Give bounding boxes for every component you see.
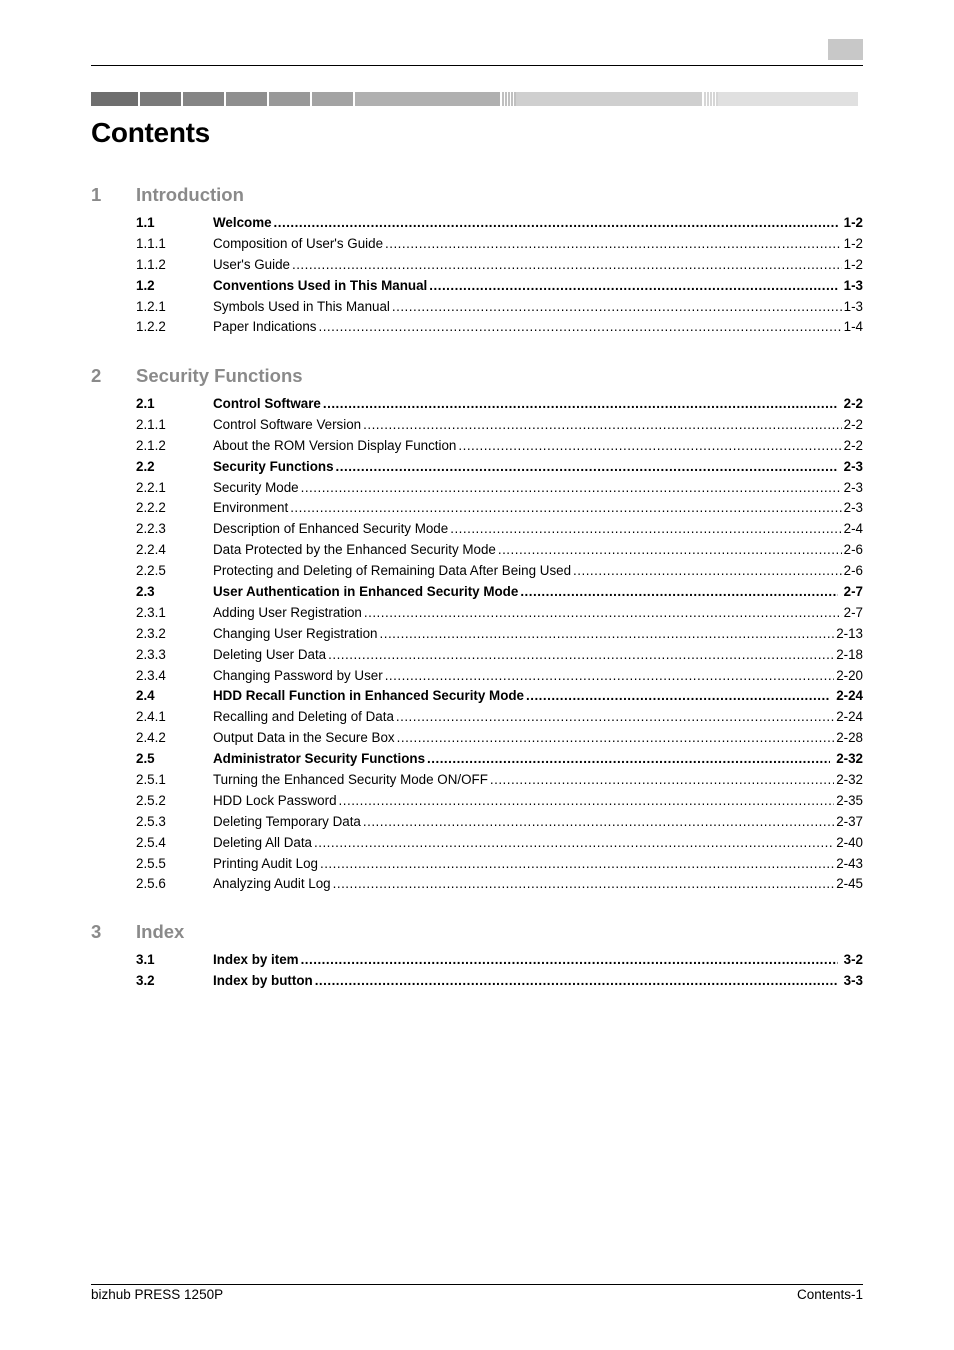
toc-entry[interactable] bbox=[91, 854, 863, 875]
toc-entry[interactable] bbox=[91, 874, 863, 895]
toc-entry-number: 2.4 bbox=[136, 688, 155, 704]
toc-entry-page: 2-40 bbox=[836, 834, 863, 850]
chapter-section bbox=[91, 365, 863, 895]
toc-entry-number: 2.2.1 bbox=[136, 479, 166, 495]
toc-entry-title: Analyzing Audit Log bbox=[213, 876, 331, 892]
toc-dot-leader bbox=[301, 950, 838, 971]
toc-entry-page: 2-24 bbox=[836, 688, 863, 704]
toc-entry-page: 1-2 bbox=[843, 256, 863, 272]
toc-dot-leader bbox=[392, 297, 842, 318]
toc-dot-leader bbox=[292, 255, 842, 276]
toc-entry-title: Output Data in the Secure Box bbox=[213, 730, 395, 746]
chapter-number: 2 bbox=[91, 365, 102, 386]
toc-entry-number: 1.1.1 bbox=[136, 235, 166, 251]
chapter-heading[interactable] bbox=[91, 365, 863, 391]
toc-entry-title: Deleting User Data bbox=[213, 646, 327, 662]
toc-entry-number: 2.3.4 bbox=[136, 667, 166, 683]
toc-entry-title: Index by button bbox=[213, 972, 313, 988]
toc-entry-number: 2.2.5 bbox=[136, 563, 166, 579]
toc-entry-title: Recalling and Deleting of Data bbox=[213, 709, 394, 725]
toc-entry-number: 2.5.1 bbox=[136, 772, 166, 788]
toc-entry-page: 2-7 bbox=[843, 604, 863, 620]
toc-entry-page: 1-2 bbox=[843, 235, 863, 251]
decorative-gradient-bar bbox=[91, 92, 863, 106]
toc-entry-page: 2-13 bbox=[836, 625, 863, 641]
chapter-heading[interactable] bbox=[91, 184, 863, 210]
toc-entry-title: Composition of User's Guide bbox=[213, 235, 384, 251]
toc-entry-page: 2-20 bbox=[836, 667, 863, 683]
toc-entry-title: Changing Password by User bbox=[213, 667, 383, 683]
chapter-section bbox=[91, 184, 863, 338]
toc-dot-leader bbox=[380, 624, 835, 645]
toc-entry-page: 2-6 bbox=[843, 542, 863, 558]
toc-entry-page: 2-2 bbox=[843, 416, 863, 432]
toc-dot-leader bbox=[526, 686, 830, 707]
toc-dot-leader bbox=[318, 317, 841, 338]
toc-entry-page: 2-3 bbox=[843, 500, 863, 516]
toc-entry-title: HDD Lock Password bbox=[213, 792, 337, 808]
toc-entry-number: 2.1.1 bbox=[136, 416, 166, 432]
toc-entry[interactable] bbox=[91, 213, 863, 234]
toc-entry[interactable] bbox=[91, 540, 863, 561]
toc-entry-title: Paper Indications bbox=[213, 319, 317, 335]
toc-entry-title: Control Software bbox=[213, 396, 321, 411]
toc-entry-page: 2-43 bbox=[836, 855, 863, 871]
toc-entry-title: Administrator Security Functions bbox=[213, 751, 426, 767]
toc-entry-title: Adding User Registration bbox=[213, 604, 362, 620]
toc-entry-title: User's Guide bbox=[213, 256, 290, 272]
toc-entry-title: Conventions Used in This Manual bbox=[213, 277, 428, 293]
toc-entry[interactable] bbox=[91, 582, 863, 603]
toc-entry-number: 2.5.6 bbox=[136, 876, 166, 892]
toc-entry[interactable] bbox=[91, 276, 863, 297]
toc-entry[interactable] bbox=[91, 415, 863, 436]
toc-entry-title: Description of Enhanced Security Mode bbox=[213, 521, 449, 537]
toc-entry-page: 2-2 bbox=[843, 437, 863, 453]
toc-dot-leader bbox=[450, 519, 841, 540]
toc-entry[interactable] bbox=[91, 436, 863, 457]
toc-entry[interactable] bbox=[91, 749, 863, 770]
toc-entry[interactable] bbox=[91, 394, 863, 415]
toc-dot-leader bbox=[397, 728, 835, 749]
toc-entry[interactable] bbox=[91, 950, 863, 971]
toc-dot-leader bbox=[573, 561, 842, 582]
header-page-tab bbox=[828, 39, 863, 60]
toc-dot-leader bbox=[320, 854, 834, 875]
toc-entry-number: 2.4.2 bbox=[136, 730, 166, 746]
toc-entry-page: 2-24 bbox=[836, 709, 863, 725]
toc-entry-page: 2-7 bbox=[843, 584, 863, 600]
toc-entry-number: 2.4.1 bbox=[136, 709, 166, 725]
toc-entry[interactable] bbox=[91, 812, 863, 833]
toc-entry-page: 2-28 bbox=[836, 730, 863, 746]
toc-entry-number: 2.2.4 bbox=[136, 542, 166, 558]
toc-entry-page: 2-37 bbox=[836, 813, 863, 829]
toc-dot-leader bbox=[498, 540, 842, 561]
toc-entry-title: Index by item bbox=[213, 952, 299, 967]
toc-entry-number: 1.1 bbox=[136, 215, 155, 230]
chapter-section bbox=[91, 921, 863, 992]
toc-entry-number: 3.2 bbox=[136, 972, 155, 988]
toc-dot-leader bbox=[336, 457, 838, 478]
toc-entry-title: Welcome bbox=[213, 215, 272, 230]
toc-entry[interactable] bbox=[91, 561, 863, 582]
toc-entry[interactable] bbox=[91, 457, 863, 478]
toc-entry-title: Changing User Registration bbox=[213, 625, 378, 641]
toc-entry-number: 1.2.1 bbox=[136, 298, 166, 314]
toc-entry-number: 2.3.1 bbox=[136, 604, 166, 620]
footer-page-number: Contents-1 bbox=[796, 1287, 863, 1302]
toc-entry[interactable] bbox=[91, 478, 863, 499]
toc-entry-number: 2.2.2 bbox=[136, 500, 166, 516]
toc-entry-number: 1.1.2 bbox=[136, 256, 166, 272]
toc-entry-number: 1.2 bbox=[136, 277, 155, 293]
toc-entry-number: 2.2 bbox=[136, 458, 155, 474]
chapter-title: Introduction bbox=[136, 184, 244, 205]
toc-dot-leader bbox=[339, 791, 835, 812]
toc-entry[interactable] bbox=[91, 255, 863, 276]
chapter-heading[interactable] bbox=[91, 921, 863, 947]
toc-entry[interactable] bbox=[91, 519, 863, 540]
toc-entry[interactable] bbox=[91, 234, 863, 255]
toc-entry[interactable] bbox=[91, 791, 863, 812]
toc-dot-leader bbox=[385, 234, 842, 255]
toc-entry-page: 3-2 bbox=[843, 952, 863, 967]
chapter-number: 3 bbox=[91, 921, 102, 942]
toc-dot-leader bbox=[301, 478, 842, 499]
toc-dot-leader bbox=[315, 971, 838, 992]
toc-entry-number: 2.5.3 bbox=[136, 813, 166, 829]
toc-entry-page: 2-3 bbox=[843, 479, 863, 495]
toc-entry-page: 1-4 bbox=[843, 319, 863, 335]
toc-dot-leader bbox=[458, 436, 841, 457]
toc-dot-leader bbox=[333, 874, 835, 895]
chapter-number: 1 bbox=[91, 184, 102, 205]
toc-entry-page: 2-45 bbox=[836, 876, 863, 892]
toc-entry-page: 3-3 bbox=[843, 972, 863, 988]
toc-entry-title: Protecting and Deleting of Remaining Data After Being Used bbox=[213, 563, 572, 579]
toc-dot-leader bbox=[385, 666, 834, 687]
toc-dot-leader bbox=[274, 213, 838, 234]
toc-dot-leader bbox=[328, 645, 834, 666]
toc-entry-title: Deleting All Data bbox=[213, 834, 312, 850]
toc-entry-number: 2.1.2 bbox=[136, 437, 166, 453]
toc-entry-page: 2-2 bbox=[843, 396, 863, 411]
toc-entry-list bbox=[91, 213, 863, 338]
toc-entry-list bbox=[91, 394, 863, 895]
toc-entry-number: 2.3.3 bbox=[136, 646, 166, 662]
toc-entry-title: Control Software Version bbox=[213, 416, 362, 432]
toc-dot-leader bbox=[363, 415, 842, 436]
toc-entry[interactable] bbox=[91, 770, 863, 791]
toc-entry-number: 1.2.2 bbox=[136, 319, 166, 335]
toc-entry-title: Security Functions bbox=[213, 458, 334, 474]
toc-entry[interactable] bbox=[91, 317, 863, 338]
footer-rule bbox=[91, 1284, 863, 1285]
toc-entry-number: 2.5 bbox=[136, 751, 155, 767]
toc-entry-list bbox=[91, 950, 863, 992]
page-title: Contents bbox=[91, 117, 210, 148]
toc-entry-title: Symbols Used in This Manual bbox=[213, 298, 390, 314]
toc-entry[interactable] bbox=[91, 297, 863, 318]
toc-entry-number: 3.1 bbox=[136, 952, 155, 967]
toc-entry-title: Environment bbox=[213, 500, 289, 516]
toc-entry-number: 2.3.2 bbox=[136, 625, 166, 641]
toc-dot-leader bbox=[396, 707, 834, 728]
toc-entry[interactable] bbox=[91, 666, 863, 687]
header-rule bbox=[91, 65, 863, 66]
footer-product-name: bizhub PRESS 1250P bbox=[91, 1287, 224, 1302]
toc-dot-leader bbox=[429, 276, 837, 297]
toc-entry-page: 1-3 bbox=[843, 277, 863, 293]
toc-dot-leader bbox=[520, 582, 837, 603]
toc-entry-title: Printing Audit Log bbox=[213, 855, 318, 871]
toc-dot-leader bbox=[363, 812, 834, 833]
toc-dot-leader bbox=[323, 394, 838, 415]
chapter-title: Security Functions bbox=[136, 365, 303, 386]
toc-entry[interactable] bbox=[91, 833, 863, 854]
toc-entry[interactable] bbox=[91, 498, 863, 519]
toc-entry[interactable] bbox=[91, 624, 863, 645]
toc-entry-page: 2-35 bbox=[836, 792, 863, 808]
toc-entry-number: 2.5.4 bbox=[136, 834, 166, 850]
toc-entry-page: 2-4 bbox=[843, 521, 863, 537]
toc-entry-number: 2.3 bbox=[136, 584, 155, 600]
toc-entry-title: HDD Recall Function in Enhanced Security Mode bbox=[213, 688, 525, 704]
toc-entry-number: 2.5.5 bbox=[136, 855, 166, 871]
toc-entry-page: 1-3 bbox=[843, 298, 863, 314]
toc-entry[interactable] bbox=[91, 686, 863, 707]
toc-dot-leader bbox=[490, 770, 834, 791]
toc-entry-number: 2.1 bbox=[136, 396, 155, 411]
toc-dot-leader bbox=[364, 603, 842, 624]
toc-entry-number: 2.5.2 bbox=[136, 792, 166, 808]
toc-entry-page: 1-2 bbox=[843, 215, 863, 230]
toc-entry[interactable] bbox=[91, 603, 863, 624]
toc-entry-page: 2-32 bbox=[836, 772, 863, 788]
toc-entry[interactable] bbox=[91, 707, 863, 728]
toc-entry-title: Data Protected by the Enhanced Security Mode bbox=[213, 542, 496, 558]
toc-entry-page: 2-18 bbox=[836, 646, 863, 662]
toc-entry-page: 2-32 bbox=[836, 751, 863, 767]
toc-entry[interactable] bbox=[91, 971, 863, 992]
toc-entry-title: Turning the Enhanced Security Mode ON/OFF bbox=[213, 772, 488, 788]
toc-entry-title: User Authentication in Enhanced Security Mode bbox=[213, 584, 519, 600]
toc-dot-leader bbox=[290, 498, 841, 519]
toc-entry-page: 2-6 bbox=[843, 563, 863, 579]
chapter-title: Index bbox=[136, 921, 185, 942]
toc-entry-title: About the ROM Version Display Function bbox=[213, 437, 457, 453]
toc-entry-title: Security Mode bbox=[213, 479, 299, 495]
toc-entry[interactable] bbox=[91, 728, 863, 749]
toc-entry-title: Deleting Temporary Data bbox=[213, 813, 361, 829]
toc-entry-page: 2-3 bbox=[843, 458, 863, 474]
toc-dot-leader bbox=[427, 749, 830, 770]
toc-entry[interactable] bbox=[91, 645, 863, 666]
toc-entry-number: 2.2.3 bbox=[136, 521, 166, 537]
toc-dot-leader bbox=[314, 833, 834, 854]
